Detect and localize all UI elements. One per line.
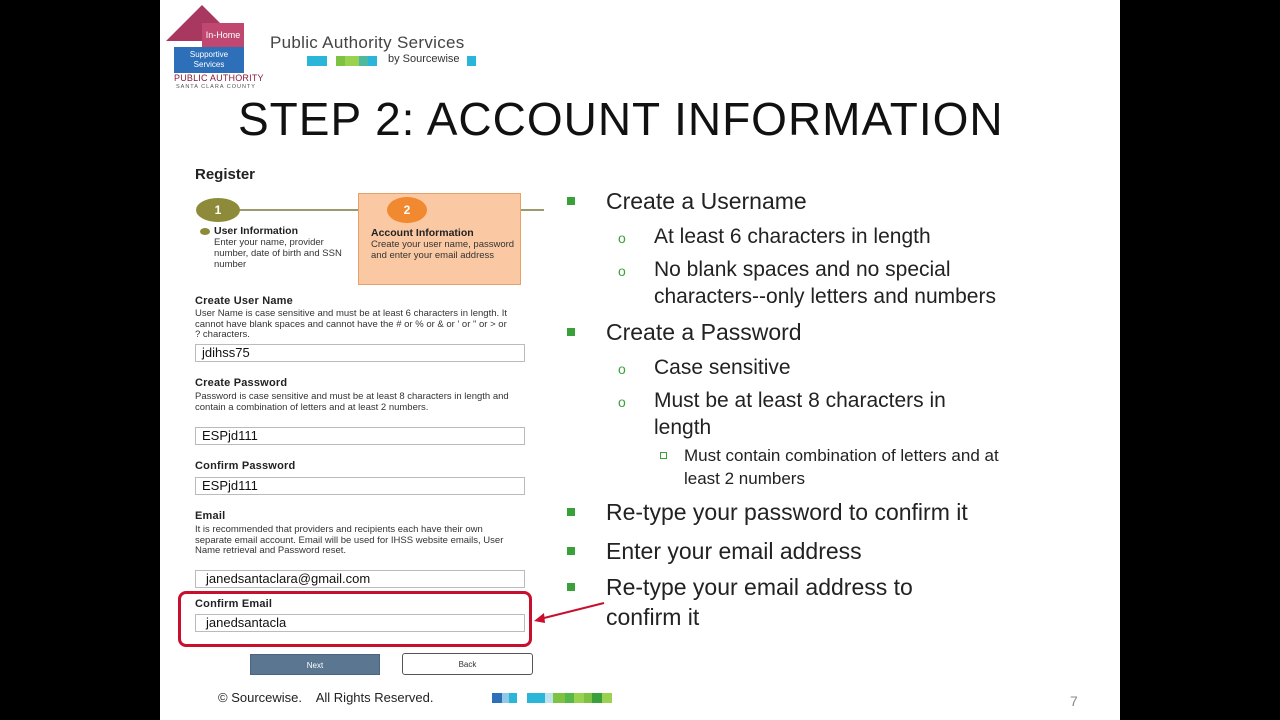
sub-bullet-text: length (654, 416, 712, 439)
sub-bullet-text: No blank spaces and no special (654, 258, 951, 281)
sub-bullet (618, 387, 946, 414)
username-field[interactable]: jdihss75 (195, 344, 525, 362)
step2-box (358, 193, 521, 285)
step2-desc: Create your user name, password and enter your email address (371, 239, 515, 261)
slide-title: STEP 2: ACCOUNT INFORMATION (238, 93, 1004, 145)
brand-tail-bar (467, 56, 476, 66)
sub-bullet-text: At least 6 characters in length (654, 225, 931, 248)
sub-sub-bullet-text: Must contain combination of letters and at (684, 446, 999, 465)
username-desc: User Name is case sensitive and must be at least 6 characters in length. It cannot have blank spaces and cannot have the # or % or & or ' or " or > or ? characters. (195, 308, 508, 340)
password-label: Create Password (195, 377, 288, 389)
back-button[interactable]: Back (402, 653, 533, 675)
sub-sub-bullet-text: least 2 numbers (684, 469, 805, 488)
confirm-email-field[interactable]: janedsantacla (195, 614, 525, 632)
email-field[interactable]: janedsantaclara@gmail.com (195, 570, 525, 588)
sub-bullet (618, 354, 791, 381)
confirm-email-highlight (178, 591, 532, 647)
username-label: Create User Name (195, 295, 293, 307)
sub-bullet (618, 256, 951, 283)
logo-in-home: In-Home (202, 23, 244, 47)
bullet-username-text: Create a Username (606, 188, 807, 214)
password-field[interactable]: ESPjd111 (195, 427, 525, 445)
confirm-email-label: Confirm Email (195, 598, 273, 610)
email-desc: It is recommended that providers and recipients each have their own separate email account. Email will be used for IHSS website emails, User Name retrieval and Password reset. (195, 524, 504, 556)
sub-bullet-text: Must be at least 8 characters in (654, 389, 946, 412)
sub-bullet-text: characters--only letters and numbers (654, 285, 996, 308)
password-desc: Password is case sensitive and must be at least 8 characters in length and contain a combination of letters and at least 2 numbers. (195, 391, 509, 413)
bullet-retype-password-text: Re-type your password to confirm it (606, 499, 968, 525)
email-label: Email (195, 510, 226, 522)
sub-bullet-continued (654, 283, 996, 310)
confirm-password-label: Confirm Password (195, 460, 296, 472)
sub-sub-bullet (684, 444, 999, 467)
footer-color-bars (492, 693, 612, 703)
next-button[interactable]: Next (250, 654, 380, 675)
bullet-retype-email-text: Re-type your email address to (606, 574, 913, 600)
circle-bullet-icon: o (618, 263, 626, 279)
bullet-square-icon (567, 197, 575, 205)
bullet-square-icon (567, 547, 575, 555)
bullet-square-icon (567, 508, 575, 516)
logo-supportive-services (174, 47, 244, 73)
step1-circle: 1 (196, 198, 240, 222)
step1-desc: Enter your name, provider number, date of birth and SSN number (214, 237, 342, 270)
brand-name: Public Authority Services (270, 33, 465, 52)
bullet-square-icon (567, 328, 575, 336)
page-number: 7 (1070, 693, 1078, 709)
logo-supportive: Supportive (189, 50, 229, 59)
sub-bullet-continued (654, 414, 711, 441)
slide (160, 0, 1120, 720)
sub-bullet (618, 223, 931, 250)
pointer-arrow-icon (532, 600, 606, 624)
footer-copyright: © Sourcewise. All Rights Reserved. (218, 690, 434, 705)
bullet-email-text: Enter your email address (606, 538, 862, 564)
bullet-password-text: Create a Password (606, 319, 802, 345)
check-icon (200, 228, 210, 235)
sub-bullet-text: Case sensitive (654, 356, 791, 379)
logo-services: Services (193, 60, 225, 69)
logo-county: SANTA CLARA COUNTY (176, 84, 256, 90)
brand-by: by Sourcewise (388, 53, 460, 65)
step2-title: Account Information (371, 227, 474, 239)
logo-public-authority: PUBLIC AUTHORITY (174, 73, 264, 83)
step2-circle: 2 (387, 197, 427, 223)
register-heading: Register (195, 166, 256, 183)
ihss-logo (164, 5, 268, 93)
circle-bullet-icon: o (618, 394, 626, 410)
confirm-password-field[interactable]: ESPjd111 (195, 477, 525, 495)
brand-color-bars (307, 56, 377, 66)
hollow-square-icon (660, 452, 667, 459)
sub-sub-bullet-continued (684, 467, 805, 490)
bullet-retype-email-text: confirm it (606, 604, 700, 630)
step1-title: User Information (214, 225, 299, 237)
bullet-square-icon (567, 583, 575, 591)
circle-bullet-icon: o (618, 361, 626, 377)
circle-bullet-icon: o (618, 230, 626, 246)
